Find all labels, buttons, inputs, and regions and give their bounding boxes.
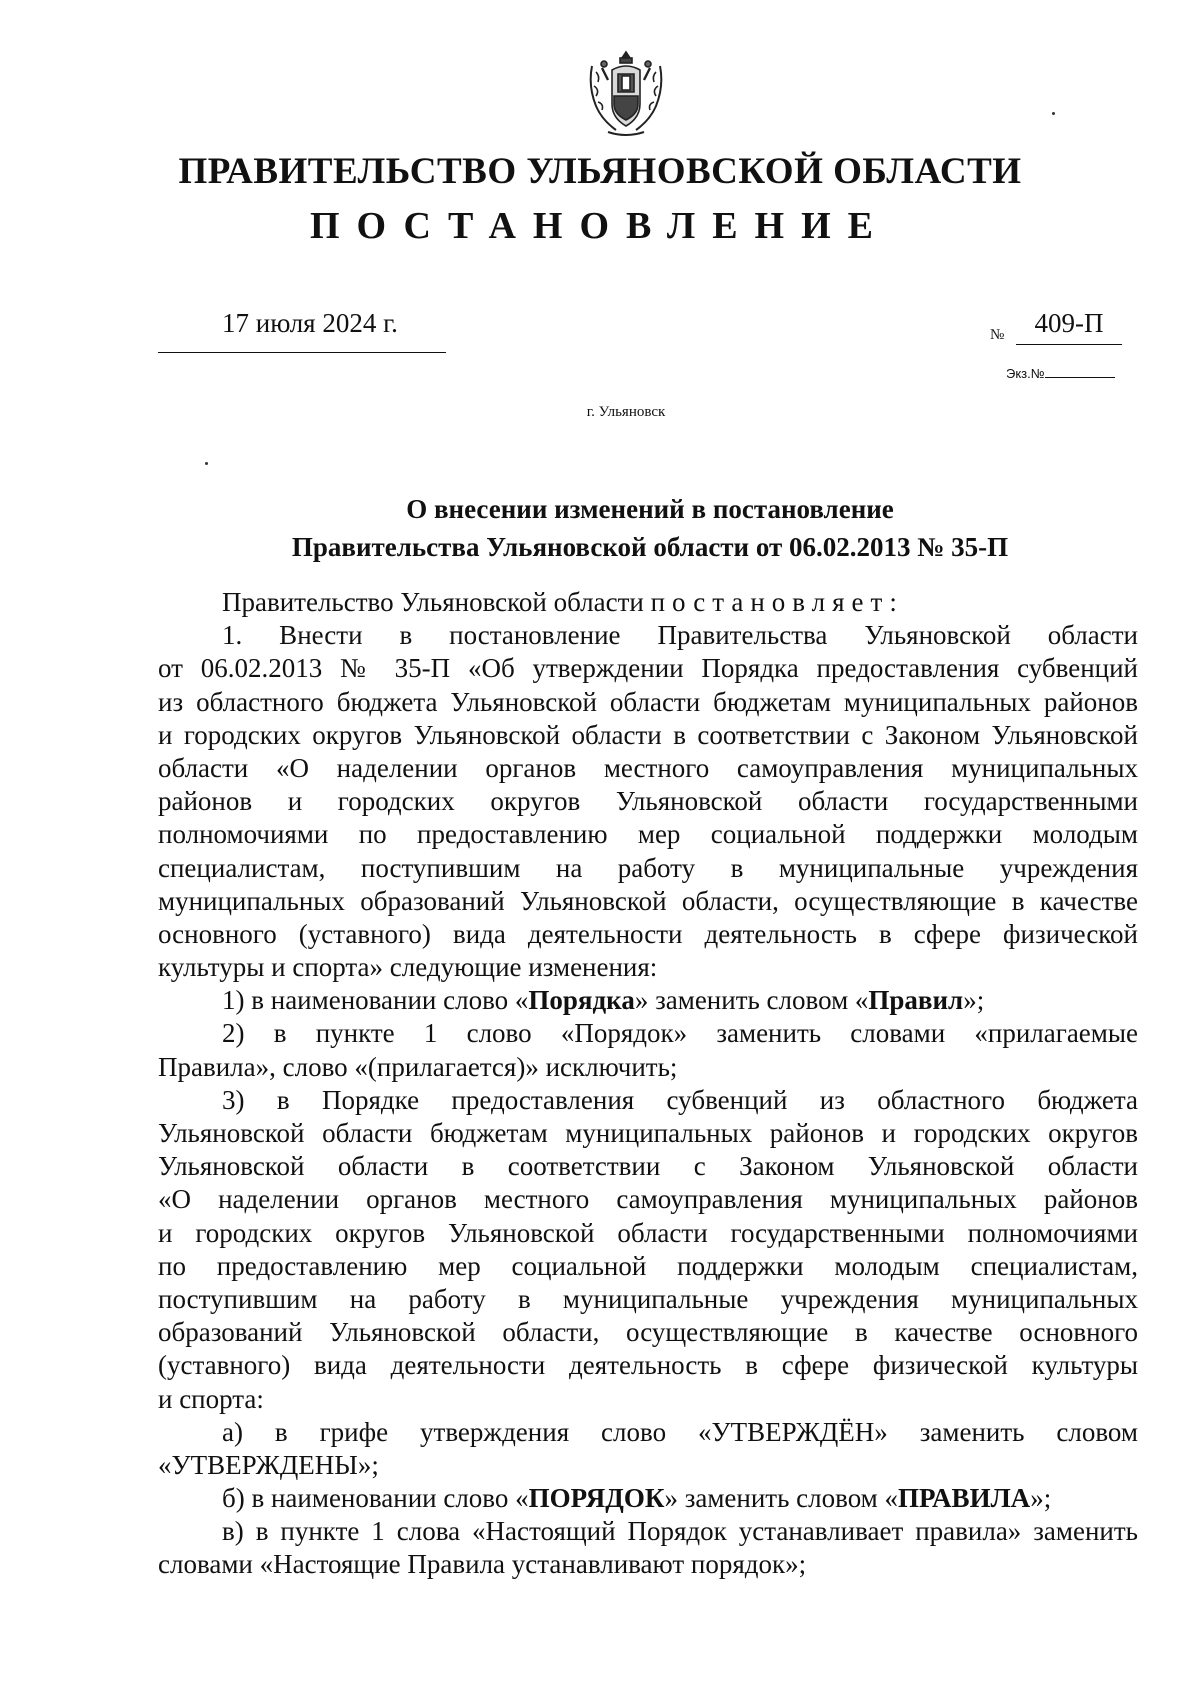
paragraph-line: области «О наделении органов местного самоуправления муниципальных bbox=[158, 752, 1138, 783]
intro-line bbox=[158, 586, 1138, 619]
date-field bbox=[158, 308, 446, 353]
sub-b-line bbox=[158, 1482, 1138, 1515]
paragraph-line: 1. Внести в постановление Правительства Ульяновской области bbox=[222, 620, 1138, 651]
scan-speck bbox=[1052, 112, 1055, 115]
document-type: ПОСТАНОВЛЕНИЕ bbox=[309, 205, 891, 247]
intro-verb: постановляет: bbox=[650, 587, 904, 617]
intro-prefix: Правительство Ульяновской области bbox=[222, 587, 644, 617]
title-line: Правительства Ульяновской области от 06.02.2013 № 35-П bbox=[291, 532, 1009, 562]
paragraph-line: и городских округов Ульяновской области в соответствии с Законом Ульяновской bbox=[158, 719, 1138, 750]
paragraph-line: специалистам, поступившим на работу в муниципальные учреждения bbox=[158, 852, 1138, 883]
item-text: 1) в наименовании слово « bbox=[222, 985, 529, 1016]
item-3-line: поступившим на работу в муниципальные учреждения муниципальных bbox=[158, 1283, 1138, 1314]
item-3-line: Ульяновской области бюджетам муниципальных районов и городских округов bbox=[158, 1118, 1138, 1148]
item-3-line: 3) в Порядке предоставления субвенций из областного бюджета bbox=[222, 1084, 1138, 1115]
copy-label: Экз.№ bbox=[1006, 366, 1045, 381]
copy-number-line bbox=[1045, 377, 1115, 378]
coat-of-arms-icon bbox=[578, 46, 674, 142]
organization-name: ПРАВИТЕЛЬСТВО УЛЬЯНОВСКОЙ ОБЛАСТИ bbox=[178, 151, 1022, 192]
sub-a-line: «УТВЕРЖДЕНЫ»; bbox=[158, 1449, 379, 1480]
number-field bbox=[990, 308, 1132, 352]
item-3-line: по предоставлению мер социальной поддержки молодым специалистам, bbox=[158, 1250, 1138, 1281]
sub-c-line: в) в пункте 1 слова «Настоящий Порядок устанавливает правила» заменить bbox=[222, 1516, 1138, 1547]
document-date: 17 июля 2024 г. bbox=[222, 308, 398, 338]
item-3-line: (уставного) вида деятельности деятельность в сфере физической культуры bbox=[158, 1350, 1138, 1381]
item-text: б) в наименовании слово « bbox=[222, 1483, 529, 1514]
sub-a-line: а) в грифе утверждения слово «УТВЕРЖДЁН» заменить словом bbox=[222, 1416, 1138, 1447]
paragraph-line: полномочиями по предоставлению мер социальной поддержки молодым bbox=[158, 819, 1138, 850]
paragraph-line: от 06.02.2013 № 35-П «Об утверждении Порядка предоставления субвенций bbox=[158, 653, 1138, 684]
item-3-line: и городских округов Ульяновской области государственными полномочиями bbox=[158, 1217, 1138, 1248]
number-sign: № bbox=[990, 327, 1005, 343]
city: г. Ульяновск bbox=[586, 404, 666, 420]
paragraph-line: культуры и спорта» следующие изменения: bbox=[158, 952, 658, 983]
item-3-line: и спорта: bbox=[158, 1383, 264, 1414]
item-text: »; bbox=[963, 985, 985, 1016]
document-number: 409-П bbox=[1016, 308, 1122, 345]
paragraph-line: основного (уставного) вида деятельности деятельность в сфере физической bbox=[158, 918, 1138, 949]
item-bold-word: Порядка bbox=[528, 985, 635, 1016]
item-bold-word: Правил bbox=[868, 985, 964, 1016]
scan-speck bbox=[205, 462, 208, 465]
item-text: »; bbox=[1030, 1483, 1052, 1514]
item-2-line: 2) в пункте 1 слово «Порядок» заменить словами «прилагаемые bbox=[222, 1018, 1138, 1049]
item-bold-word: ПРАВИЛА bbox=[898, 1483, 1031, 1514]
title-line: О внесении изменений в постановление bbox=[406, 494, 894, 524]
item-3-line: Ульяновской области в соответствии с Законом Ульяновской области bbox=[158, 1151, 1138, 1182]
item-3-line: образований Ульяновской области, осуществляющие в качестве основного bbox=[158, 1317, 1138, 1348]
item-2-line: Правила», слово «(прилагается)» исключить; bbox=[158, 1051, 678, 1082]
item-3-line: «О наделении органов местного самоуправления муниципальных районов bbox=[158, 1184, 1138, 1215]
item-text: » заменить словом « bbox=[634, 985, 869, 1016]
paragraph-line: муниципальных образований Ульяновской области, осуществляющие в качестве bbox=[158, 885, 1138, 916]
item-text: » заменить словом « bbox=[664, 1483, 899, 1514]
paragraph-line: районов и городских округов Ульяновской области государственными bbox=[158, 786, 1138, 817]
document-title bbox=[160, 490, 1140, 566]
copy-number-field bbox=[1006, 366, 1115, 381]
item-bold-word: ПОРЯДОК bbox=[528, 1483, 665, 1514]
paragraph-line: из областного бюджета Ульяновской области бюджетам муниципальных районов bbox=[158, 686, 1138, 717]
item-1-line bbox=[158, 984, 1138, 1017]
sub-c-line: словами «Настоящие Правила устанавливают порядок»; bbox=[158, 1549, 807, 1580]
document-body bbox=[158, 586, 1138, 1582]
